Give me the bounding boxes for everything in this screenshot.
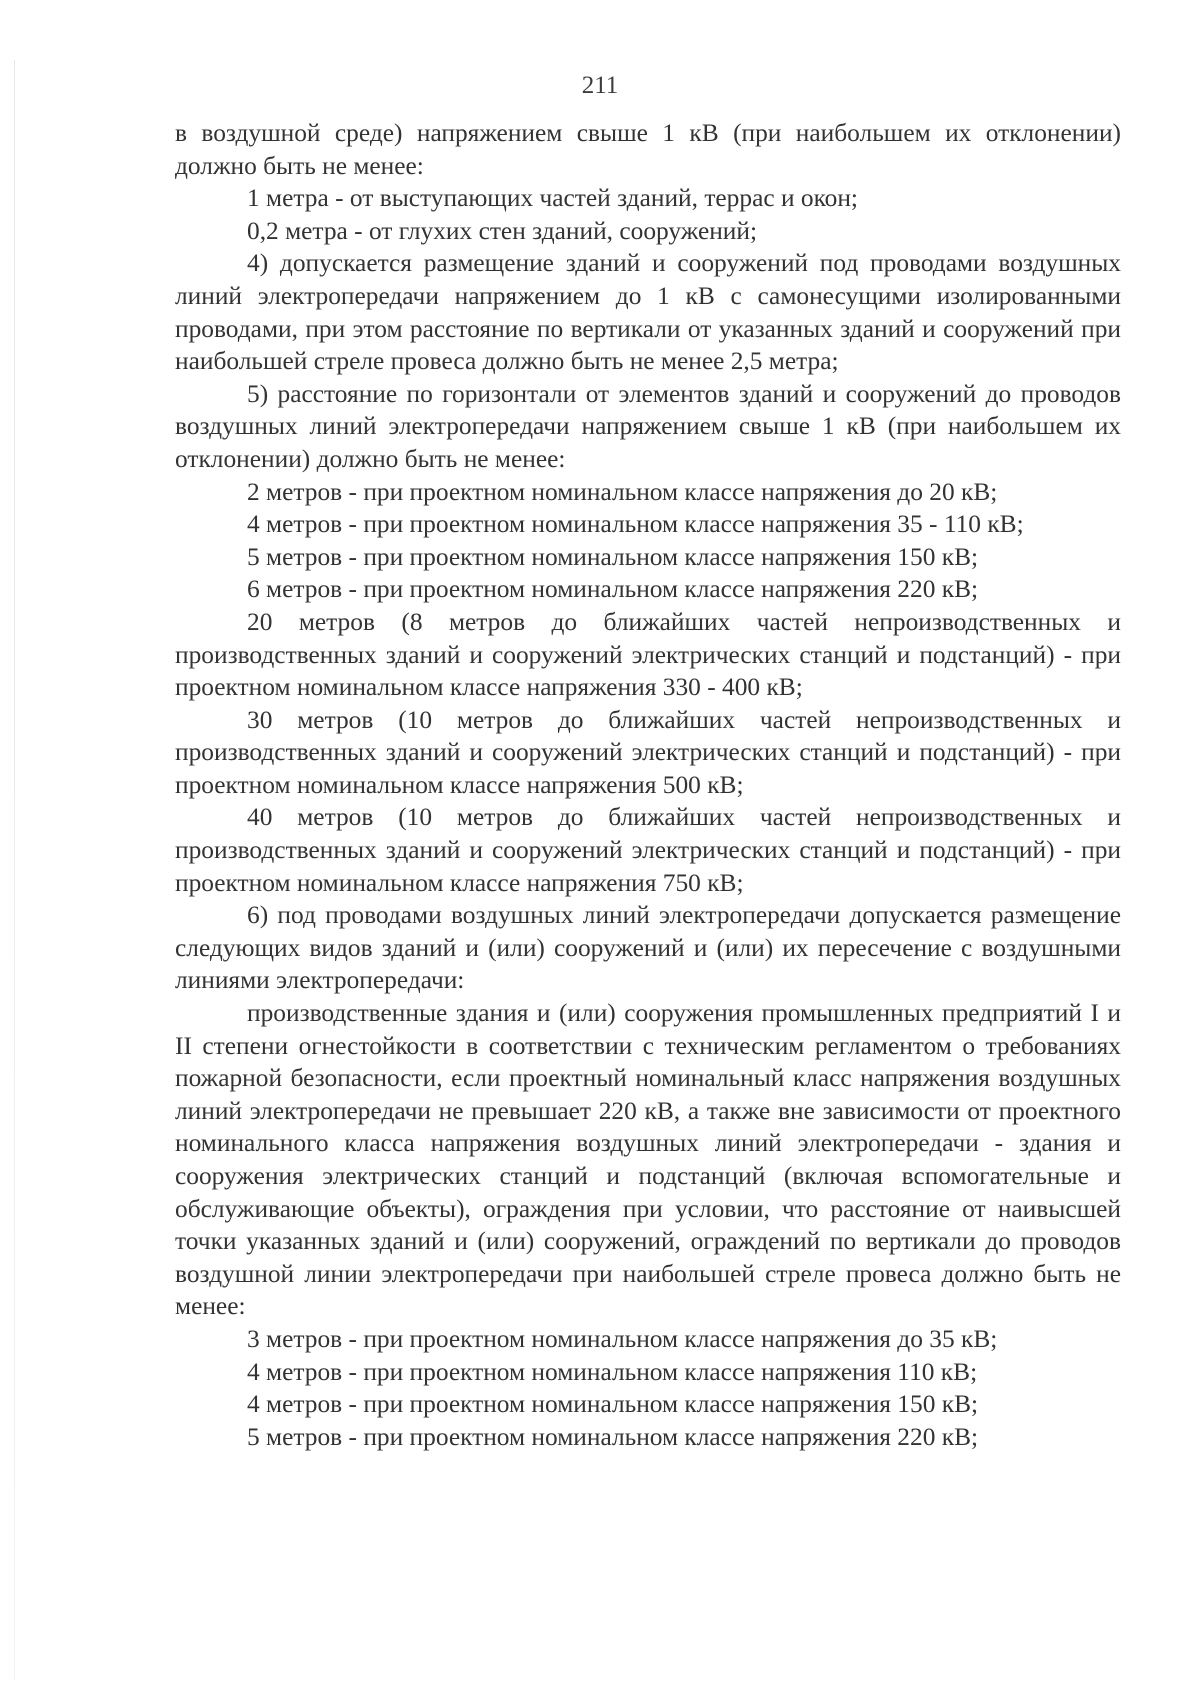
paragraph: 5) расстояние по горизонтали от элементов зданий и сооружений до проводов воздушных линий электропередачи напряжением свыше 1 кВ (при наибольшем их отклонении) должно быть не менее:: [175, 379, 1121, 473]
document-body: [175, 117, 1121, 1453]
paragraph: 30 метров (10 метров до ближайших частей непроизводственных и производственных зданий и сооружений электрических станций и подстанций) - при проектном номинальном классе напряжения 500 кВ;: [175, 705, 1121, 799]
paragraph: 1 метра - от выступающих частей зданий, террас и окон;: [247, 184, 858, 213]
paragraph: 4) допускается размещение зданий и сооружений под проводами воздушных линий электропередачи напряжением до 1 кВ с самонесущими изолированными проводами, при этом расстояние по вертикали от указанных зданий и сооружений при наибольшей стреле провеса должно быть не менее 2,5 метра;: [175, 249, 1121, 376]
paragraph: 5 метров - при проектном номинальном классе напряжения 220 кВ;: [247, 1422, 979, 1451]
paragraph: 6 метров - при проектном номинальном классе напряжения 220 кВ;: [247, 575, 979, 604]
paragraph: 4 метров - при проектном номинальном классе напряжения 110 кВ;: [247, 1357, 978, 1386]
paragraph: производственные здания и (или) сооружения промышленных предприятий I и II степени огнестойкости в соответствии с техническим регламентом о требованиях пожарной безопасности, если проектный номинальный класс напряжения воздушных линий электропередачи не превышает 220 кВ, а также вне зависимости от проектного номинального класса напряжения воздушных линий электропередачи - здания и сооружения электрических станций и подстанций (включая вспомогательные и обслуживающие объекты), ограждения при условии, что расстояние от наивысшей точки указанных зданий и (или) сооружений, ограждений по вертикали до проводов воздушной линии электропередачи при наибольшей стреле провеса должно быть не менее:: [175, 999, 1121, 1321]
paragraph: 0,2 метра - от глухих стен зданий, сооружений;: [247, 216, 758, 245]
paragraph: 5 метров - при проектном номинальном классе напряжения 150 кВ;: [247, 542, 979, 571]
paragraph: 6) под проводами воздушных линий электропередачи допускается размещение следующих видов зданий и (или) сооружений и (или) их пересечение с воздушными линиями электропередачи:: [175, 901, 1121, 995]
scan-left-edge: [14, 60, 15, 1680]
paragraph: 20 метров (8 метров до ближайших частей непроизводственных и производственных зданий и сооружений электрических станций и подстанций) - при проектном номинальном классе напряжения 330 - 400 кВ;: [175, 607, 1121, 702]
paragraph: 40 метров (10 метров до ближайших частей непроизводственных и производственных зданий и сооружений электрических станций и подстанций) - при проектном номинальном классе напряжения 750 кВ;: [175, 803, 1121, 897]
paragraph: 2 метров - при проектном номинальном классе напряжения до 20 кВ;: [247, 477, 998, 506]
paragraph: 3 метров - при проектном номинальном классе напряжения до 35 кВ;: [247, 1324, 998, 1353]
page-number: 211: [581, 72, 619, 99]
paragraph: в воздушной среде) напряжением свыше 1 кВ (при наибольшем их отклонении) должно быть не менее:: [175, 119, 1121, 180]
paragraph: 4 метров - при проектном номинальном классе напряжения 35 - 110 кВ;: [247, 510, 1024, 539]
paragraph: 4 метров - при проектном номинальном классе напряжения 150 кВ;: [247, 1390, 979, 1419]
